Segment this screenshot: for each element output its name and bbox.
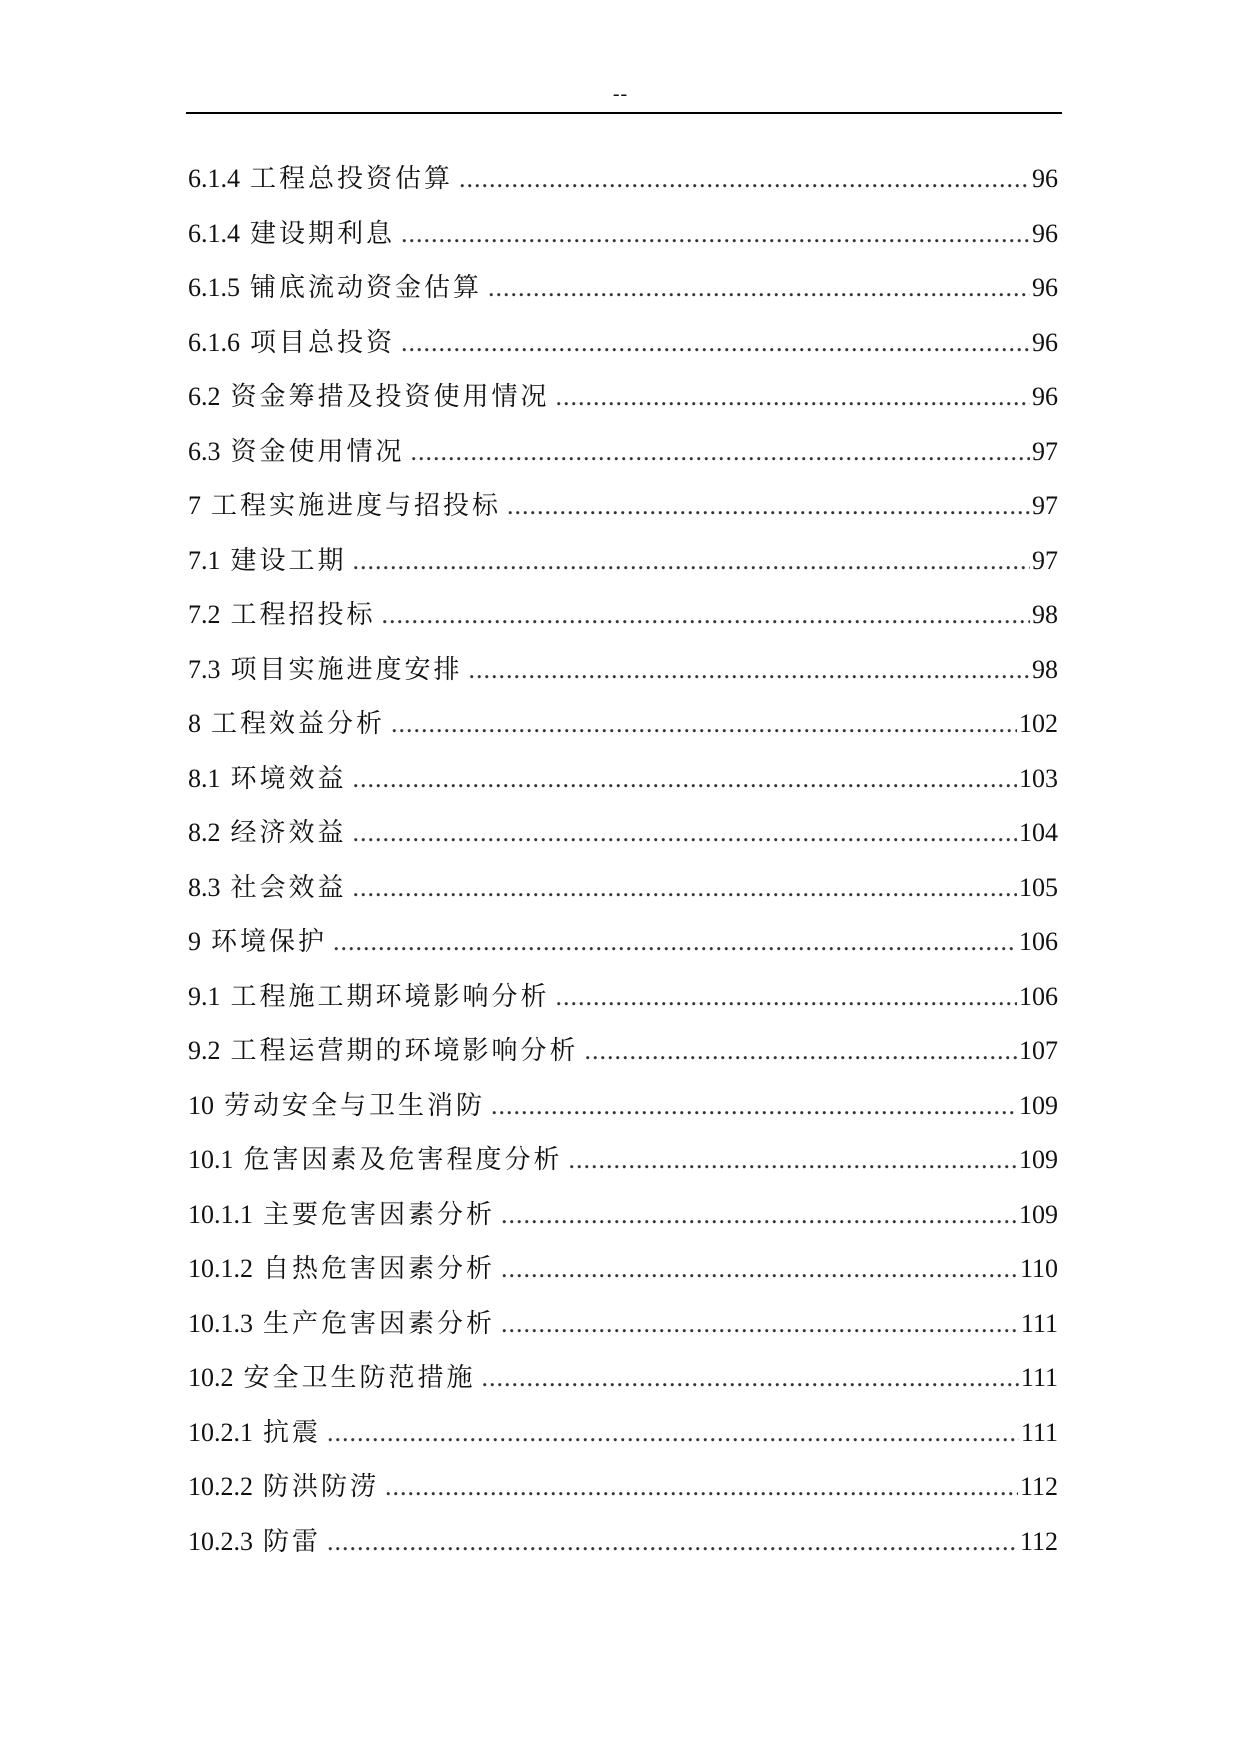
toc-entry-page: 111: [1020, 1363, 1058, 1392]
toc-entry-page: 109: [1019, 1199, 1058, 1229]
toc-entry-page: 98: [1032, 654, 1058, 684]
toc-entry-page: 97: [1032, 545, 1058, 575]
toc-entry-number: 6.1.5: [188, 273, 240, 302]
table-of-contents: [188, 160, 1058, 1577]
toc-entry[interactable]: [188, 433, 1058, 488]
toc-entry-title: 项目实施进度安排: [230, 654, 463, 684]
toc-entry-number: 8.1: [188, 763, 221, 793]
toc-entry[interactable]: [188, 324, 1058, 379]
toc-leader-dots: [569, 1141, 1017, 1179]
toc-entry[interactable]: [188, 160, 1058, 215]
toc-entry-number: 9.2: [188, 1036, 221, 1065]
toc-entry-title: 铺底流动资金估算: [250, 273, 483, 302]
toc-entry-page: 112: [1019, 1526, 1058, 1556]
toc-entry-page: 107: [1019, 1036, 1058, 1065]
toc-entry[interactable]: [188, 651, 1058, 706]
toc-entry-title: 工程施工期环境影响分析: [230, 981, 550, 1011]
toc-entry-number: 8: [188, 709, 201, 738]
toc-entry-title: 工程运营期的环境影响分析: [230, 1036, 579, 1065]
toc-entry-title: 经济效益: [230, 818, 347, 847]
toc-leader-dots: [491, 1087, 1017, 1125]
toc-leader-dots: [507, 487, 1030, 525]
toc-entry-page: 106: [1019, 927, 1058, 956]
toc-entry-number: 10.1: [188, 1145, 234, 1174]
toc-entry-number: 10.1.3: [188, 1308, 253, 1338]
header-rule: [186, 112, 1062, 114]
toc-entry-number: 7.2: [188, 600, 221, 629]
toc-entry[interactable]: [188, 814, 1058, 869]
toc-entry[interactable]: [188, 1250, 1058, 1305]
toc-entry-title: 工程招投标: [230, 600, 376, 629]
toc-leader-dots: [401, 324, 1030, 362]
toc-entry-number: 6.3: [188, 436, 221, 466]
toc-entry[interactable]: [188, 487, 1058, 542]
toc-entry-number: 10.1.2: [188, 1254, 253, 1283]
toc-leader-dots: [482, 1359, 1019, 1397]
toc-entry-number: 7.1: [188, 545, 221, 575]
toc-entry-title: 防雷: [263, 1526, 322, 1556]
toc-entry[interactable]: [188, 923, 1058, 978]
toc-entry-page: 105: [1019, 872, 1058, 902]
toc-entry-title: 工程总投资估算: [250, 164, 454, 193]
toc-entry-number: 10.2.3: [188, 1526, 253, 1556]
toc-entry-title: 防洪防涝: [263, 1472, 380, 1501]
toc-entry-title: 危害因素及危害程度分析: [243, 1145, 563, 1174]
toc-entry-title: 工程实施进度与招投标: [211, 491, 502, 520]
toc-entry-number: 8.3: [188, 872, 221, 902]
toc-entry-page: 109: [1019, 1145, 1058, 1174]
toc-entry-number: 10.1.1: [188, 1199, 253, 1229]
toc-leader-dots: [382, 596, 1030, 634]
toc-entry-page: 106: [1019, 981, 1058, 1011]
toc-entry-number: 9.1: [188, 981, 221, 1011]
toc-leader-dots: [353, 542, 1030, 580]
toc-entry-title: 资金使用情况: [230, 436, 405, 466]
toc-entry-page: 96: [1032, 382, 1058, 411]
toc-entry[interactable]: [188, 705, 1058, 760]
toc-entry-title: 工程效益分析: [211, 709, 386, 738]
toc-entry-number: 10.2.1: [188, 1417, 253, 1447]
toc-entry-title: 环境保护: [211, 927, 328, 956]
toc-entry-number: 10: [188, 1090, 214, 1120]
toc-entry[interactable]: [188, 269, 1058, 324]
toc-entry-number: 6.1.4: [188, 218, 240, 248]
toc-leader-dots: [459, 160, 1030, 198]
toc-leader-dots: [411, 433, 1030, 471]
toc-entry-number: 6.1.4: [188, 164, 240, 193]
toc-entry-page: 111: [1020, 1308, 1058, 1338]
toc-entry[interactable]: [188, 542, 1058, 597]
toc-entry-page: 96: [1032, 164, 1058, 193]
toc-leader-dots: [333, 923, 1017, 961]
toc-leader-dots: [469, 651, 1030, 689]
toc-entry-number: 10.2: [188, 1363, 234, 1392]
toc-leader-dots: [585, 1032, 1017, 1070]
toc-entry[interactable]: [188, 1468, 1058, 1523]
toc-entry[interactable]: [188, 1141, 1058, 1196]
toc-entry-page: 98: [1032, 600, 1058, 629]
toc-entry-page: 97: [1032, 436, 1058, 466]
toc-leader-dots: [327, 1523, 1018, 1561]
toc-entry[interactable]: [188, 1359, 1058, 1414]
toc-entry-title: 自热危害因素分析: [263, 1254, 496, 1283]
toc-entry-title: 劳动安全与卫生消防: [224, 1090, 486, 1120]
toc-entry-number: 7.3: [188, 654, 221, 684]
toc-entry-title: 主要危害因素分析: [263, 1199, 496, 1229]
toc-leader-dots: [327, 1414, 1019, 1452]
toc-leader-dots: [501, 1196, 1017, 1234]
toc-entry[interactable]: [188, 978, 1058, 1033]
toc-entry-title: 环境效益: [230, 763, 347, 793]
toc-entry[interactable]: [188, 760, 1058, 815]
toc-entry-number: 6.2: [188, 382, 221, 411]
toc-entry[interactable]: [188, 215, 1058, 270]
toc-entry-title: 项目总投资: [250, 327, 396, 357]
toc-leader-dots: [353, 760, 1017, 798]
toc-entry-number: 10.2.2: [188, 1472, 253, 1501]
toc-entry-page: 97: [1032, 491, 1058, 520]
toc-leader-dots: [353, 814, 1017, 852]
toc-entry[interactable]: [188, 1196, 1058, 1251]
toc-leader-dots: [385, 1468, 1018, 1506]
toc-entry-title: 生产危害因素分析: [263, 1308, 496, 1338]
toc-entry-page: 104: [1019, 818, 1058, 847]
toc-entry-number: 7: [188, 491, 201, 520]
toc-entry-title: 建设工期: [230, 545, 347, 575]
toc-leader-dots: [556, 978, 1017, 1016]
toc-entry-page: 110: [1019, 1254, 1058, 1283]
toc-entry-page: 111: [1020, 1417, 1058, 1447]
toc-leader-dots: [401, 215, 1030, 253]
toc-entry[interactable]: [188, 1032, 1058, 1087]
toc-leader-dots: [353, 869, 1017, 907]
toc-entry[interactable]: [188, 1523, 1058, 1578]
toc-entry-page: 102: [1019, 709, 1058, 738]
toc-leader-dots: [391, 705, 1017, 743]
toc-entry-number: 9: [188, 927, 201, 956]
toc-entry-page: 96: [1032, 327, 1058, 357]
toc-entry-number: 6.1.6: [188, 327, 240, 357]
toc-entry-number: 8.2: [188, 818, 221, 847]
toc-entry-title: 社会效益: [230, 872, 347, 902]
toc-entry-page: 96: [1032, 273, 1058, 302]
toc-leader-dots: [488, 269, 1030, 307]
toc-entry-title: 安全卫生防范措施: [243, 1363, 476, 1392]
toc-entry-title: 资金筹措及投资使用情况: [230, 382, 550, 411]
toc-leader-dots: [501, 1305, 1019, 1343]
toc-entry[interactable]: [188, 1087, 1058, 1142]
toc-entry-title: 建设期利息: [250, 218, 396, 248]
toc-entry[interactable]: [188, 378, 1058, 433]
header-mark: --: [612, 83, 629, 105]
toc-entry[interactable]: [188, 1305, 1058, 1360]
toc-entry-page: 96: [1032, 218, 1058, 248]
toc-leader-dots: [556, 378, 1030, 416]
toc-leader-dots: [501, 1250, 1018, 1288]
toc-entry[interactable]: [188, 869, 1058, 924]
toc-entry-page: 103: [1019, 763, 1058, 793]
toc-entry[interactable]: [188, 1414, 1058, 1469]
toc-entry-title: 抗震: [263, 1417, 322, 1447]
toc-entry-page: 112: [1019, 1472, 1058, 1501]
toc-entry-page: 109: [1019, 1090, 1058, 1120]
toc-entry[interactable]: [188, 596, 1058, 651]
